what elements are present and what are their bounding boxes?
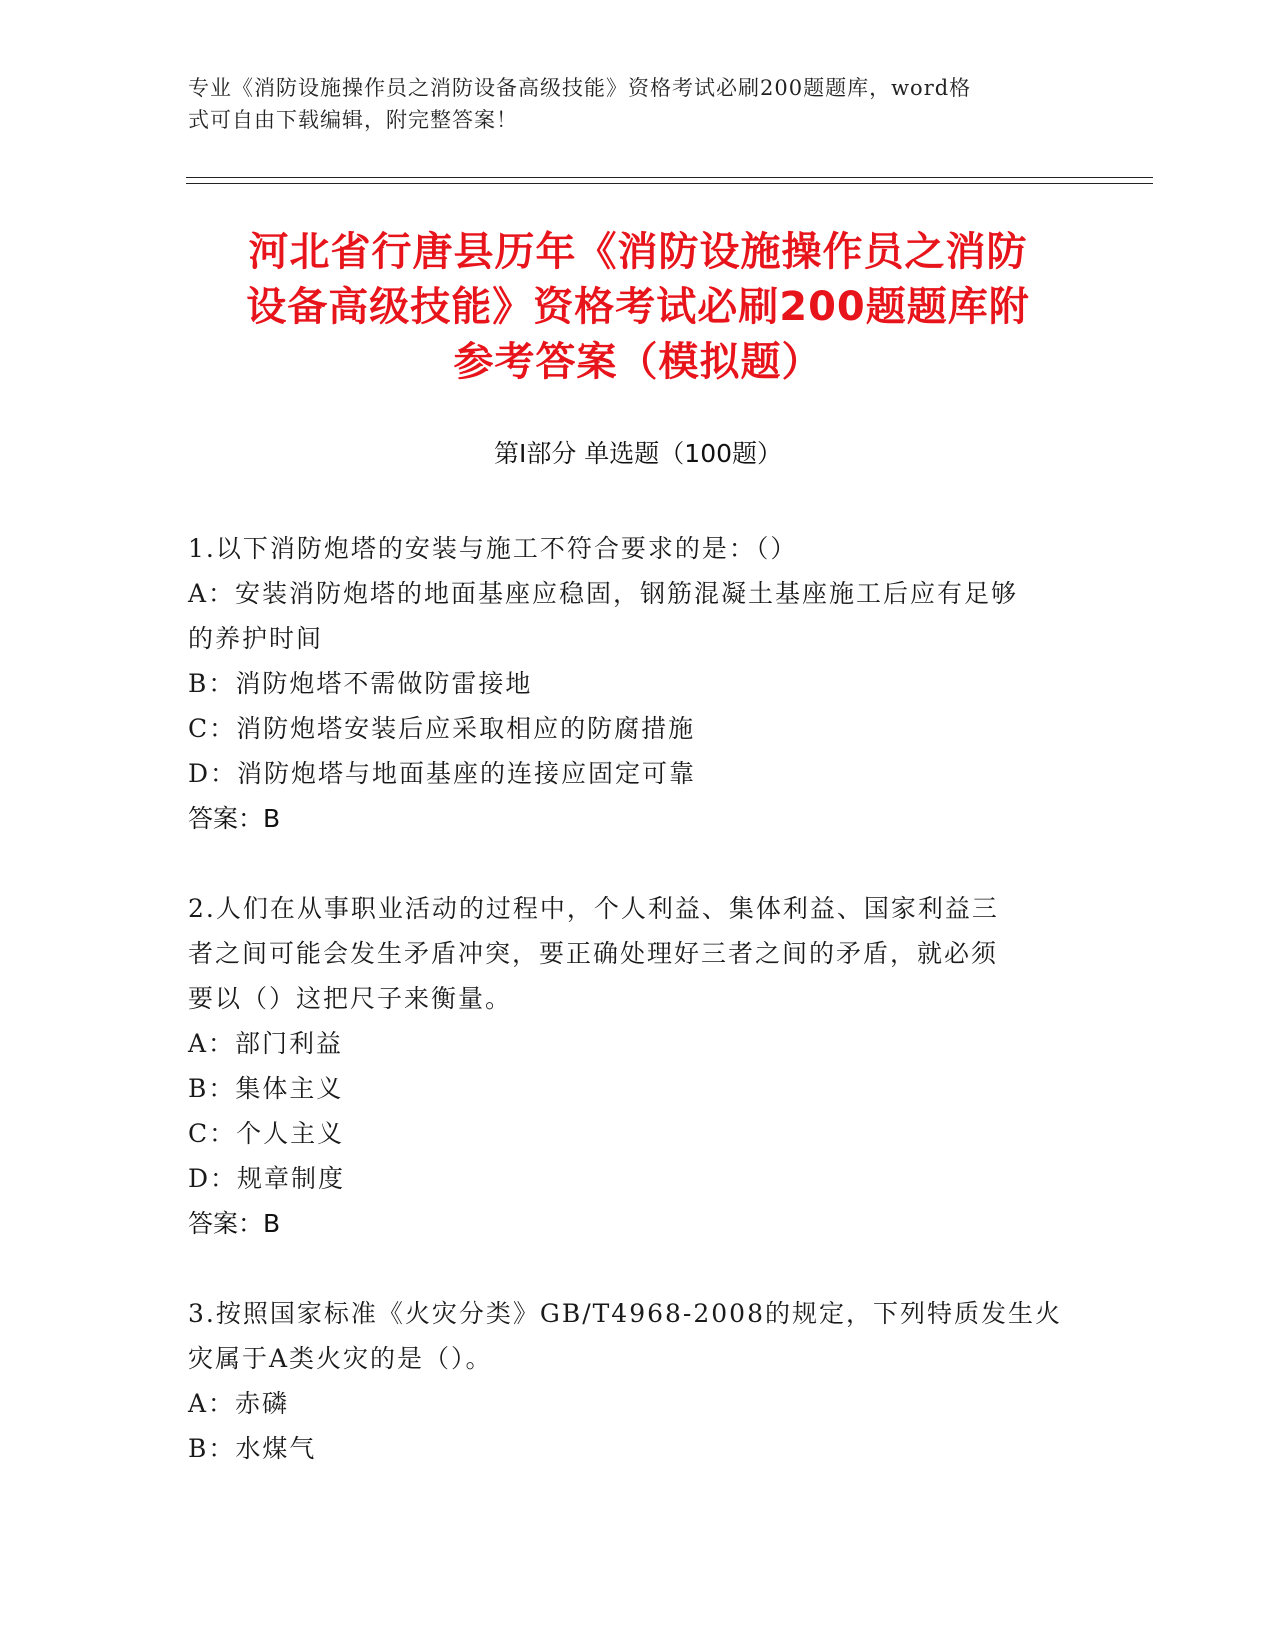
question-block: [188, 886, 1078, 1246]
section-title: 第Ⅰ部分 单选题（100题）: [493, 439, 783, 468]
header-note-line: 式可自由下载编辑，附完整答案！: [188, 108, 518, 132]
answer-option: B：消防炮塔不需做防雷接地: [188, 669, 533, 698]
question-block: [188, 1291, 1078, 1471]
answer-option: B：水煤气: [188, 1434, 317, 1463]
header-note-line: 专业《消防设施操作员之消防设备高级技能》资格考试必刷200题题库，word格: [188, 76, 972, 100]
title-line: 参考答案（模拟题）: [453, 339, 823, 385]
header-divider: [186, 177, 1153, 178]
answer-key: 答案：B: [188, 804, 281, 833]
question-stem-line: 灾属于A类火灾的是（）。: [188, 1344, 493, 1373]
answer-option: A：赤磷: [188, 1389, 290, 1418]
question-stem-line: 1.以下消防炮塔的安装与施工不符合要求的是：（）: [188, 534, 798, 563]
answer-option: C：消防炮塔安装后应采取相应的防腐措施: [188, 714, 696, 743]
question-stem-line: 3.按照国家标准《火灾分类》GB/T4968-2008的规定，下列特质发生火: [188, 1299, 1062, 1328]
answer-option: 的养护时间: [188, 624, 324, 653]
answer-option: B：集体主义: [188, 1074, 344, 1103]
question-list: [188, 526, 1078, 1516]
answer-option: D：规章制度: [188, 1164, 346, 1193]
question-stem-line: 者之间可能会发生矛盾冲突，要正确处理好三者之间的矛盾，就必须: [188, 939, 999, 968]
question-block: [188, 526, 1078, 841]
answer-key: 答案：B: [188, 1209, 281, 1238]
header-divider: [186, 183, 1153, 184]
title-line: 河北省行唐县历年《消防设施操作员之消防: [248, 229, 1028, 275]
answer-option: D：消防炮塔与地面基座的连接应固定可靠: [188, 759, 697, 788]
title-line: 设备高级技能》资格考试必刷200题题库附: [246, 284, 1030, 330]
question-stem-line: 2.人们在从事职业活动的过程中，个人利益、集体利益、国家利益三: [188, 894, 999, 923]
answer-option: A：安装消防炮塔的地面基座应稳固，钢筋混凝土基座施工后应有足够: [188, 579, 1019, 608]
answer-option: C：个人主义: [188, 1119, 345, 1148]
answer-option: A：部门利益: [188, 1029, 344, 1058]
question-stem-line: 要以（）这把尺子来衡量。: [188, 984, 513, 1013]
header-note: [188, 72, 1088, 136]
document-title: [188, 225, 1088, 390]
